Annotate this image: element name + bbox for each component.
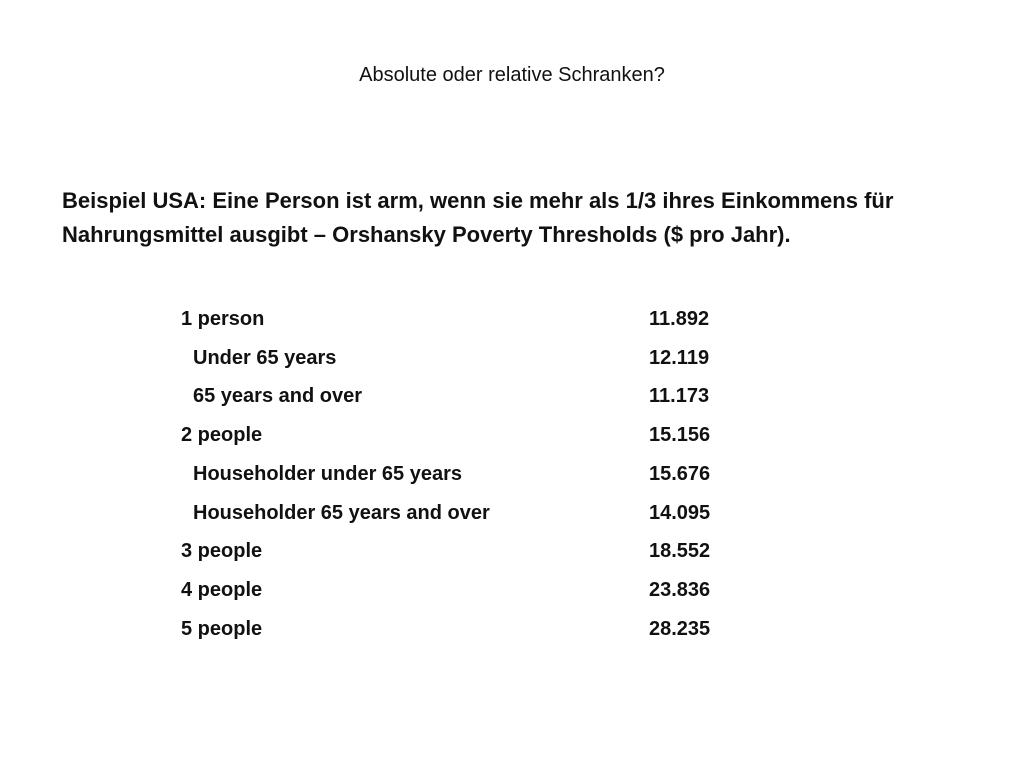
table-row [181, 533, 741, 572]
table-row [181, 300, 741, 339]
table-row [181, 416, 741, 455]
table-row [181, 571, 741, 610]
poverty-thresholds-table [181, 300, 741, 649]
row-value: 12.119 [649, 346, 710, 369]
intro-paragraph: Beispiel USA: Eine Person ist arm, wenn sie mehr als 1/3 ihres Einkommens für Nahrungsmittel ausgibt – Orshansky Poverty Thresholds ($ pro Jahr). [62, 188, 894, 247]
row-value: 15.156 [649, 424, 711, 447]
row-label: 5 people [181, 617, 263, 640]
row-label: Householder 65 years and over [193, 501, 490, 524]
row-value: 11.892 [649, 307, 710, 330]
table-row [181, 610, 741, 649]
table-row [181, 339, 741, 378]
row-label: Under 65 years [193, 346, 337, 369]
row-label: Householder under 65 years [193, 462, 462, 485]
row-value: 11.173 [649, 385, 710, 408]
row-label: 2 people [181, 424, 263, 447]
row-value: 15.676 [649, 462, 711, 485]
row-label: 3 people [181, 540, 263, 563]
row-value: 18.552 [649, 540, 711, 563]
row-value: 28.235 [649, 617, 711, 640]
row-label: 1 person [181, 307, 265, 330]
row-label: 65 years and over [193, 385, 362, 408]
table-row [181, 494, 741, 533]
row-label: 4 people [181, 579, 263, 602]
slide-title: Absolute oder relative Schranken? [359, 64, 665, 86]
table-row [181, 378, 741, 417]
table-row [181, 455, 741, 494]
row-value: 23.836 [649, 579, 711, 602]
row-value: 14.095 [649, 501, 711, 524]
